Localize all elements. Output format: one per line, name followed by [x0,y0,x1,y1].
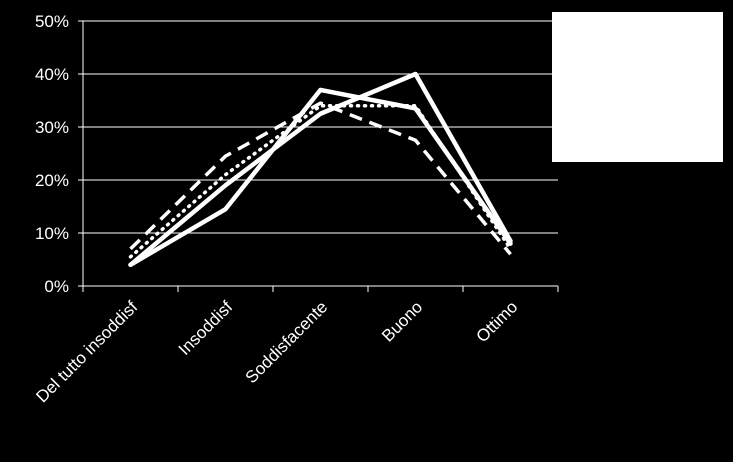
y-tick-label: 30% [34,118,69,137]
y-tick-label: 10% [34,224,69,243]
y-tick-label: 40% [34,65,69,84]
y-tick-label: 0% [44,277,69,296]
y-tick-label: 50% [34,12,69,31]
x-tick-label: Soddisfacente [241,297,332,388]
x-tick-label: Insoddisf [174,297,237,359]
legend-box [552,12,723,162]
y-tick-label: 20% [34,171,69,190]
series-lines [131,74,511,265]
y-axis-tick-labels [35,12,69,296]
x-tick-label: Ottimo [472,297,522,347]
series-line-3 [131,106,511,257]
x-tick-label: Buono [378,297,427,346]
x-axis-tick-labels [32,297,521,406]
x-tick-label: Del tutto insoddisf [32,297,142,407]
